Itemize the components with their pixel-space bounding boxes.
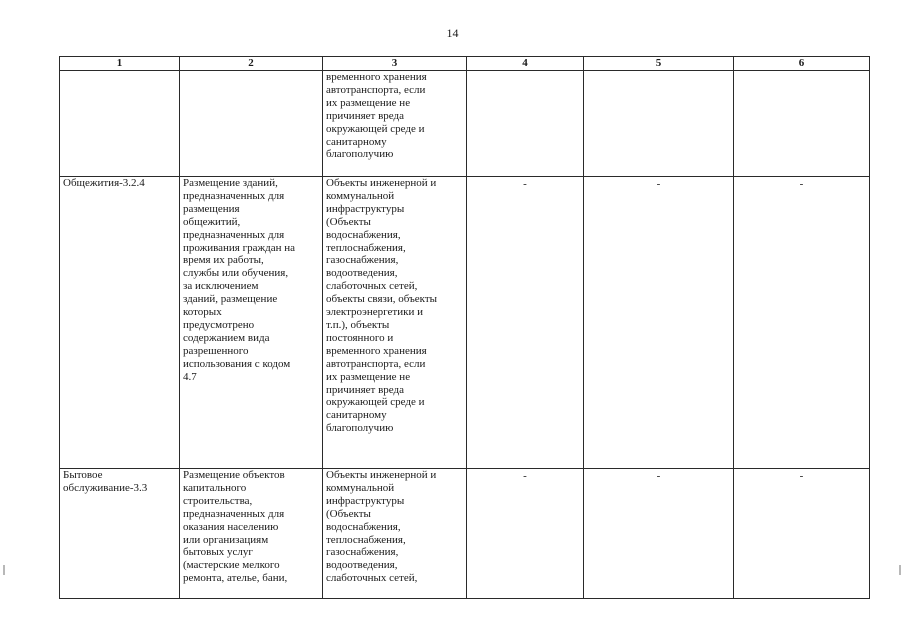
table-row [60,177,870,469]
table-cell-description: Размещение зданий, предназначенных для размещения общежитий, предназначенных для проживания граждан на время их работы, службы или обучения, за исключением зданий, размещение которых предусмотрено содержанием вида разрешенного использования с кодом 4.7 [180,177,323,469]
table-cell-col4 [467,71,584,177]
table-cell-auxiliary-objects: Объекты инженерной и коммунальной инфраструктуры (Объекты водоснабжения, теплоснабжения, газоснабжения, водоотведения, слаботочных сетей, объекты связи, объекты электроэнергетики и т.п.), объекты постоянного и временного хранения автотранспорта, если их размещение не причиняет вреда окружающей среде и санитарному благополучию [323,177,467,469]
table-cell-use-type: Общежития-3.2.4 [60,177,180,469]
scan-mark-left [3,565,5,575]
table-cell-col5 [584,71,734,177]
table-cell-col6: - [734,469,870,599]
table-cell-description: Размещение объектов капитального строительства, предназначенных для оказания населению или организациям бытовых услуг (мастерские мелкого ремонта, ателье, бани, [180,469,323,599]
column-header-2: 2 [180,57,323,71]
table-cell-auxiliary-objects: временного хранения автотранспорта, если их размещение не причиняет вреда окружающей среде и санитарному благополучию [323,71,467,177]
table-cell-col6 [734,71,870,177]
table-header-row [60,57,870,71]
column-header-3: 3 [323,57,467,71]
scan-mark-right [899,565,901,575]
table-cell-col4: - [467,177,584,469]
column-header-1: 1 [60,57,180,71]
page-number: 14 [446,26,459,40]
table-cell-col4: - [467,469,584,599]
table-cell-auxiliary-objects: Объекты инженерной и коммунальной инфраструктуры (Объекты водоснабжения, теплоснабжения, газоснабжения, водоотведения, слаботочных сетей, [323,469,467,599]
column-header-6: 6 [734,57,870,71]
land-use-table [59,56,870,599]
table-cell-use-type [60,71,180,177]
table-cell-col6: - [734,177,870,469]
table-row [60,469,870,599]
table-cell-description [180,71,323,177]
table-cell-use-type: Бытовое обслуживание-3.3 [60,469,180,599]
table-cell-col5: - [584,469,734,599]
table-cell-col5: - [584,177,734,469]
column-header-5: 5 [584,57,734,71]
column-header-4: 4 [467,57,584,71]
table-row [60,71,870,177]
